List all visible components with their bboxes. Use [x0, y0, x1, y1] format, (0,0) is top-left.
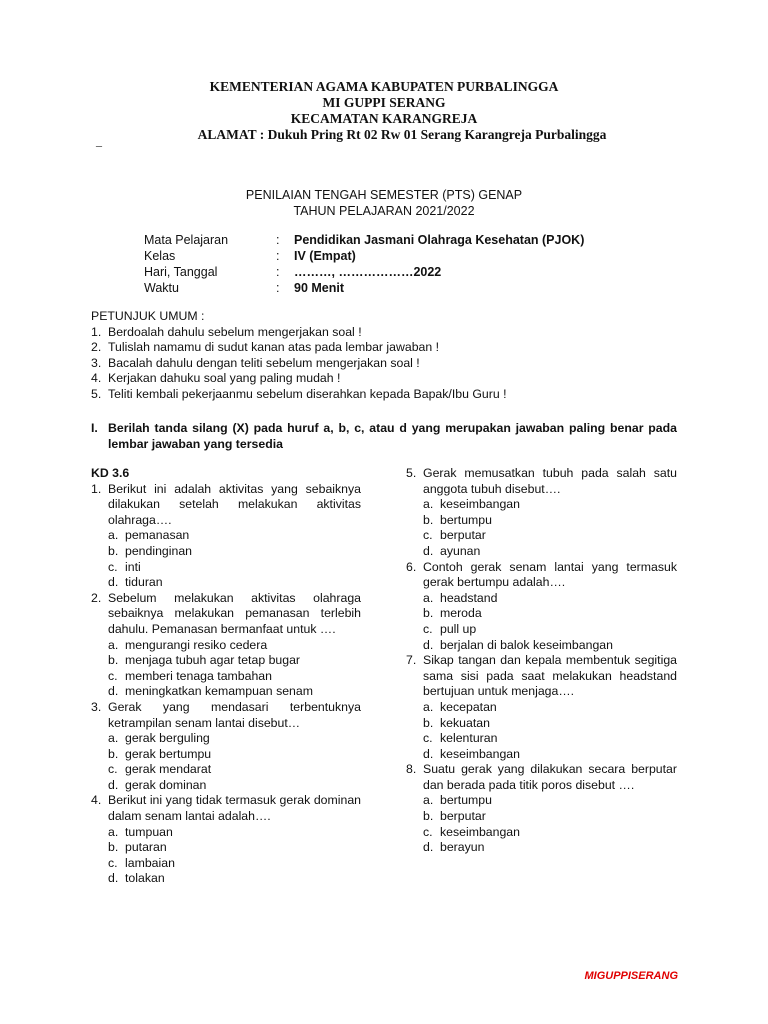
info-separator: : [276, 265, 280, 279]
option [406, 622, 677, 638]
option [406, 840, 677, 856]
question-text: Berikut ini adalah aktivitas yang sebaiknya dilakukan setelah melakukan aktivitas olahraga…. [108, 481, 361, 527]
school-header [0, 79, 768, 143]
option-letter: a. [423, 590, 434, 605]
info-row-time [144, 280, 584, 296]
question-number: 7. [406, 653, 417, 668]
option [91, 778, 361, 794]
header-district: KECAMATAN KARANGREJA [290, 111, 478, 126]
option-letter: d. [423, 840, 434, 855]
option [406, 825, 677, 841]
instruction-item [91, 387, 691, 403]
option-text: bertumpu [440, 512, 492, 527]
instruction-item [91, 340, 691, 356]
question-6 [406, 560, 677, 654]
question-1 [91, 482, 361, 591]
option [91, 638, 361, 654]
exam-title-line2: TAHUN PELAJARAN 2021/2022 [293, 203, 475, 218]
option-letter: c. [108, 668, 118, 683]
option-text: keseimbangan [440, 746, 520, 761]
option [91, 762, 361, 778]
question-text: Berikut ini yang tidak termasuk gerak dominan dalam senam lantai adalah…. [108, 793, 361, 824]
question-text: Sikap tangan dan kepala membentuk segitiga sama sisi pada saat melakukan headstand bertujuan untuk menjaga…. [423, 653, 677, 699]
option-text: tiduran [125, 575, 163, 590]
option-text: gerak mendarat [125, 762, 212, 777]
instructions-heading: PETUNJUK UMUM : [91, 309, 205, 323]
option-letter: d. [423, 637, 434, 652]
instruction-text: Teliti kembali pekerjaanmu sebelum diserahkan kepada Bapak/Ibu Guru ! [108, 386, 507, 401]
option-text: pull up [440, 621, 477, 636]
option-text: gerak dominan [125, 777, 207, 792]
question-text: Suatu gerak yang dilakukan secara berputar dan berada pada titik poros disebut …. [423, 762, 677, 792]
info-row-class [144, 248, 584, 264]
option-text: putaran [125, 840, 167, 855]
option-text: kekuatan [440, 715, 490, 730]
question-text: Sebelum melakukan aktivitas olahraga sebaiknya melakukan pemanasan terlebih dahulu. Pemanasan bermanfaat untuk …. [108, 590, 361, 636]
option-letter: c. [423, 528, 433, 543]
option-text: mengurangi resiko cedera [125, 637, 268, 652]
instruction-number: 1. [91, 324, 102, 339]
option-letter: b. [423, 809, 434, 824]
header-dash: _ [96, 134, 102, 148]
option-text: meningkatkan kemampuan senam [125, 684, 313, 699]
option-text: pendinginan [125, 543, 193, 558]
option-letter: a. [108, 731, 119, 746]
section-text: Berilah tanda silang (X) pada huruf a, b, c, atau d yang merupakan jawaban paling benar pada lembar jawaban yang tersedia [108, 421, 677, 451]
option-text: berjalan di balok keseimbangan [440, 637, 613, 652]
option [406, 513, 677, 529]
option-text: keseimbangan [440, 497, 520, 512]
option [406, 544, 677, 560]
header-ministry: KEMENTERIAN AGAMA KABUPATEN PURBALINGGA [209, 79, 559, 94]
info-row-subject [144, 232, 584, 248]
instruction-item [91, 325, 691, 341]
option-letter: d. [108, 777, 119, 792]
option-letter: d. [423, 543, 434, 558]
exam-title-line1: PENILAIAN TENGAH SEMESTER (PTS) GENAP [245, 188, 523, 202]
option [91, 747, 361, 763]
option [91, 871, 361, 887]
option-text: kelenturan [440, 731, 498, 746]
instruction-item [91, 356, 691, 372]
option-letter: b. [423, 715, 434, 730]
option [406, 747, 677, 763]
option [91, 731, 361, 747]
question-4 [91, 793, 361, 887]
option [406, 497, 677, 513]
question-number: 6. [406, 559, 417, 574]
instruction-text: Berdoalah dahulu sebelum mengerjakan soal ! [108, 324, 362, 339]
section-number: I. [91, 421, 98, 435]
option-letter: b. [108, 543, 119, 558]
option-text: berayun [440, 840, 485, 855]
question-2 [91, 591, 361, 700]
info-label: Mata Pelajaran [144, 233, 229, 247]
option-text: berputar [440, 528, 486, 543]
option-letter: c. [423, 621, 433, 636]
question-text: Gerak memusatkan tubuh pada salah satu anggota tubuh disebut…. [423, 466, 677, 496]
header-address: ALAMAT : Dukuh Pring Rt 02 Rw 01 Serang Karangreja Purbalingga [197, 127, 607, 142]
option [406, 809, 677, 825]
option-text: bertumpu [440, 793, 492, 808]
info-label: Kelas [144, 249, 176, 263]
questions-right-column [406, 466, 677, 856]
option-text: kecepatan [440, 699, 497, 714]
option-text: headstand [440, 590, 498, 605]
option-letter: c. [108, 762, 118, 777]
option-letter: b. [108, 653, 119, 668]
option-text: ayunan [440, 543, 481, 558]
option-letter: a. [423, 793, 434, 808]
instruction-number: 3. [91, 355, 102, 370]
question-5 [406, 466, 677, 560]
option [91, 856, 361, 872]
info-separator: : [276, 281, 280, 295]
option [406, 793, 677, 809]
kd-label: KD 3.6 [91, 466, 130, 480]
question-3 [91, 700, 361, 794]
option-text: memberi tenaga tambahan [125, 668, 272, 683]
question-number: 5. [406, 466, 417, 480]
option-text: pemanasan [125, 528, 190, 543]
option-letter: d. [108, 684, 119, 699]
option [91, 653, 361, 669]
option [406, 638, 677, 654]
info-value: IV (Empat) [294, 249, 356, 263]
option-letter: d. [108, 575, 119, 590]
question-8 [406, 762, 677, 856]
option-text: meroda [440, 606, 482, 621]
question-number: 1. [91, 481, 102, 496]
option [91, 544, 361, 560]
option [91, 825, 361, 841]
info-value: Pendidikan Jasmani Olahraga Kesehatan (PJOK) [294, 233, 585, 247]
instruction-item [91, 371, 691, 387]
option [91, 528, 361, 544]
option-text: lambaian [125, 855, 175, 870]
option-letter: b. [108, 840, 119, 855]
option-letter: a. [423, 699, 434, 714]
footer-watermark: MIGUPPISERANG [584, 970, 678, 982]
questions-left-column [91, 466, 361, 887]
option-letter: a. [108, 528, 119, 543]
option-letter: d. [108, 871, 119, 886]
header-school: MI GUPPI SERANG [322, 95, 446, 110]
option-letter: b. [108, 746, 119, 761]
option [91, 560, 361, 576]
question-text: Contoh gerak senam lantai yang termasuk gerak bertumpu adalah…. [423, 559, 677, 590]
option [406, 716, 677, 732]
option [91, 669, 361, 685]
instruction-text: Tulislah namamu di sudut kanan atas pada lembar jawaban ! [108, 340, 440, 355]
question-number: 8. [406, 762, 417, 777]
option-text: gerak berguling [125, 731, 210, 746]
option-letter: c. [108, 855, 118, 870]
option-letter: a. [108, 824, 119, 839]
instruction-text: Bacalah dahulu dengan teliti sebelum mengerjakan soal ! [108, 355, 420, 370]
option [406, 700, 677, 716]
option [91, 840, 361, 856]
option-text: menjaga tubuh agar tetap bugar [125, 653, 301, 668]
info-value: ………, ………………2022 [294, 265, 442, 279]
option-letter: c. [423, 731, 433, 746]
exam-title [0, 188, 768, 219]
info-value: 90 Menit [294, 281, 345, 295]
info-separator: : [276, 249, 280, 263]
option [406, 731, 677, 747]
instruction-number: 4. [91, 371, 102, 386]
option-text: tumpuan [125, 824, 173, 839]
question-number: 2. [91, 590, 102, 605]
option-letter: c. [108, 559, 118, 574]
general-instructions [91, 309, 691, 403]
option-letter: a. [108, 637, 119, 652]
option [91, 684, 361, 700]
option [91, 575, 361, 591]
option-letter: c. [423, 824, 433, 839]
option [406, 528, 677, 544]
option-text: gerak bertumpu [125, 746, 212, 761]
instruction-number: 5. [91, 386, 102, 401]
option-letter: b. [423, 606, 434, 621]
option-text: tolakan [125, 871, 165, 886]
info-label: Hari, Tanggal [144, 265, 218, 279]
question-7 [406, 653, 677, 762]
option-letter: b. [423, 512, 434, 527]
option-text: keseimbangan [440, 824, 520, 839]
option [406, 606, 677, 622]
instruction-number: 2. [91, 340, 102, 355]
option-letter: a. [423, 497, 434, 512]
info-separator: : [276, 233, 280, 247]
section-one-instruction [91, 420, 677, 452]
option-text: inti [125, 559, 141, 574]
question-number: 3. [91, 699, 102, 714]
info-label: Waktu [144, 281, 179, 295]
instructions-list [91, 325, 691, 403]
question-number: 4. [91, 793, 102, 808]
info-row-date [144, 264, 584, 280]
option-text: berputar [440, 809, 486, 824]
option-letter: d. [423, 746, 434, 761]
option [406, 591, 677, 607]
question-text: Gerak yang mendasari terbentuknya ketrampilan senam lantai disebut… [108, 699, 361, 730]
exam-info [144, 232, 584, 296]
instruction-text: Kerjakan dahuku soal yang paling mudah ! [108, 371, 341, 386]
